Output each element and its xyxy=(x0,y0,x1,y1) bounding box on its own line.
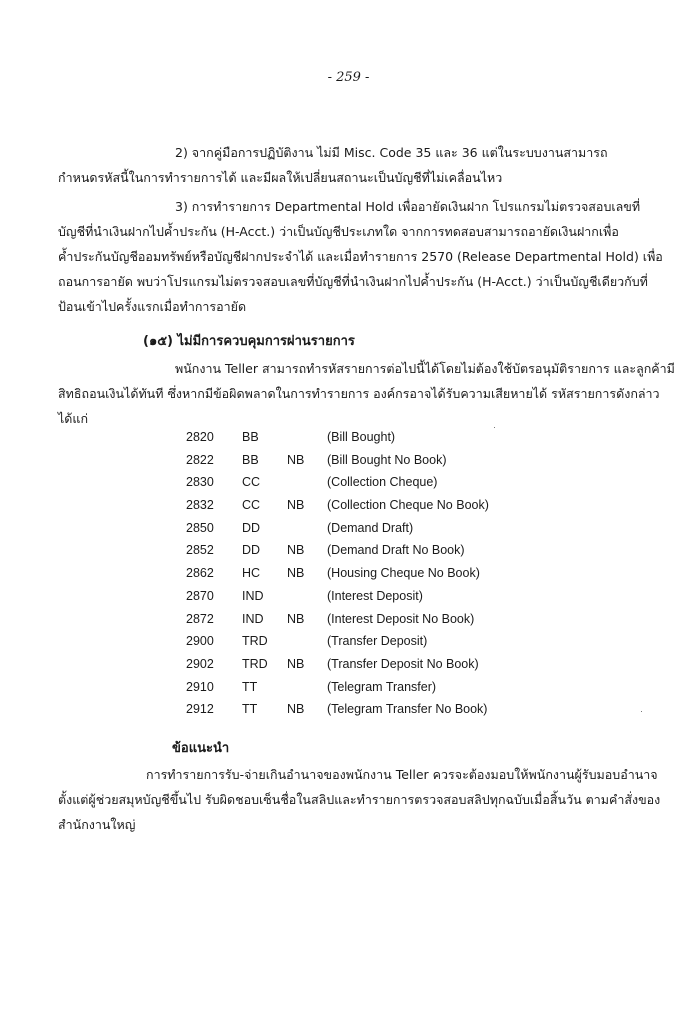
paragraph-teller-codes xyxy=(58,356,675,431)
code-description: (Collection Cheque No Book) xyxy=(327,498,489,513)
code-abbreviation: BB xyxy=(242,452,259,467)
text-line: ได้แก่ xyxy=(58,411,89,426)
code-abbreviation: HC xyxy=(242,566,261,581)
code-description: (Bill Bought) xyxy=(327,430,396,444)
code-row xyxy=(186,471,516,494)
code-abbreviation: TT xyxy=(242,702,258,717)
code-number: 2902 xyxy=(186,656,214,671)
code-no-book-flag: NB xyxy=(287,656,305,671)
code-description: (Transfer Deposit No Book) xyxy=(327,656,479,671)
code-description: (Telegram Transfer No Book) xyxy=(327,702,488,717)
code-no-book-flag: NB xyxy=(287,543,305,558)
code-number: 2870 xyxy=(186,588,214,603)
code-row xyxy=(186,426,516,449)
code-number: 2822 xyxy=(186,452,214,467)
text-line: 3) การทำรายการ Departmental Hold เพื่ออายัดเงินฝาก โปรแกรมไม่ตรวจสอบเลขที่ xyxy=(175,199,641,214)
code-description: (Collection Cheque) xyxy=(327,475,438,490)
code-number: 2910 xyxy=(186,679,214,694)
text-line: ป้อนเข้าไปครั้งแรกเมื่อทำการอายัด xyxy=(58,299,247,314)
code-no-book-flag: NB xyxy=(287,702,305,717)
code-row xyxy=(186,494,516,517)
code-row xyxy=(186,562,516,585)
paragraph-misc-code xyxy=(58,140,644,190)
code-description: (Demand Draft No Book) xyxy=(327,543,465,558)
code-number: 2912 xyxy=(186,702,214,717)
code-number: 2850 xyxy=(186,520,214,535)
code-row xyxy=(186,539,516,562)
scan-speck xyxy=(494,427,495,428)
code-number: 2820 xyxy=(186,430,214,444)
code-description: (Interest Deposit) xyxy=(327,588,423,603)
code-row xyxy=(186,676,516,699)
code-abbreviation: CC xyxy=(242,498,261,513)
code-row xyxy=(186,698,516,721)
paragraph-departmental-hold xyxy=(58,194,663,319)
code-abbreviation: BB xyxy=(242,430,259,444)
page-number: - 259 - xyxy=(327,70,370,85)
text-line: ถอนการอายัด พบว่าโปรแกรมไม่ตรวจสอบเลขที่บัญชีที่นำเงินฝากไปค้ำประกัน (H-Acct.) ว่าเป็นบัญชีเดียวกับที่ xyxy=(58,274,648,289)
code-description: (Interest Deposit No Book) xyxy=(327,611,475,626)
code-abbreviation: DD xyxy=(242,543,261,558)
code-number: 2872 xyxy=(186,611,214,626)
section-heading: (๑๕) ไม่มีการควบคุมการผ่านรายการ xyxy=(143,334,355,349)
transaction-code-list xyxy=(186,426,516,721)
code-description: (Bill Bought No Book) xyxy=(327,452,447,467)
paragraph-recommendation xyxy=(58,762,661,837)
code-description: (Housing Cheque No Book) xyxy=(327,566,480,581)
code-number: 2832 xyxy=(186,498,214,513)
text-line: ตั้งแต่ผู้ช่วยสมุหบัญชีขึ้นไป รับผิดชอบเซ็นชื่อในสลิปและทำรายการตรวจสอบสลิปทุกฉบับเมื่อสิ้นวัน ตามคำสั่งของ xyxy=(58,792,661,807)
code-number: 2900 xyxy=(186,634,214,649)
code-abbreviation: TRD xyxy=(242,656,268,671)
code-abbreviation: TT xyxy=(242,679,258,694)
text-line: บัญชีที่นำเงินฝากไปค้ำประกัน (H-Acct.) ว่าเป็นบัญชีประเภทใด จากการทดสอบสามารถอายัดเงินฝากเพื่อ xyxy=(58,224,619,239)
recommendation-heading: ข้อแนะนำ xyxy=(172,741,230,756)
text-line: ค้ำประกันบัญชีออมทรัพย์หรือบัญชีฝากประจำได้ และเมื่อทำรายการ 2570 (Release Departmental Hold) เพื่อ xyxy=(58,249,663,264)
text-line: สิทธิถอนเงินได้ทันที ซึ่งหากมีข้อผิดพลาดในการทำรายการ องค์กรอาจได้รับความเสียหายได้ รหัสรายการดังกล่าว xyxy=(58,386,660,401)
text-line: การทำรายการรับ-จ่ายเกินอำนาจของพนักงาน Teller ควรจะต้องมอบให้พนักงานผู้รับมอบอำนาจ xyxy=(146,767,658,782)
scan-speck xyxy=(641,711,642,712)
code-number: 2852 xyxy=(186,543,214,558)
code-row xyxy=(186,585,516,608)
code-row xyxy=(186,517,516,540)
code-no-book-flag: NB xyxy=(287,452,305,467)
code-abbreviation: CC xyxy=(242,475,261,490)
code-number: 2862 xyxy=(186,566,214,581)
text-line: พนักงาน Teller สามารถทำรหัสรายการต่อไปนี้ได้โดยไม่ต้องใช้บัตรอนุมัติรายการ และลูกค้ามี xyxy=(175,361,675,376)
code-row xyxy=(186,449,516,472)
text-line: 2) จากคู่มือการปฏิบัติงาน ไม่มี Misc. Code 35 และ 36 แต่ในระบบงานสามารถ xyxy=(175,145,608,160)
code-no-book-flag: NB xyxy=(287,611,305,626)
code-abbreviation: TRD xyxy=(242,634,268,649)
code-no-book-flag: NB xyxy=(287,498,305,513)
code-abbreviation: DD xyxy=(242,520,261,535)
code-row xyxy=(186,608,516,631)
text-line: กำหนดรหัสนี้ในการทำรายการได้ และมีผลให้เปลี่ยนสถานะเป็นบัญชีที่ไม่เคลื่อนไหว xyxy=(58,170,503,185)
code-no-book-flag: NB xyxy=(287,566,305,581)
text-line: สำนักงานใหญ่ xyxy=(58,817,136,832)
code-description: (Transfer Deposit) xyxy=(327,634,428,649)
code-abbreviation: IND xyxy=(242,611,264,626)
code-description: (Telegram Transfer) xyxy=(327,679,437,694)
code-row xyxy=(186,630,516,653)
code-abbreviation: IND xyxy=(242,588,264,603)
code-row xyxy=(186,653,516,676)
code-number: 2830 xyxy=(186,475,214,490)
code-description: (Demand Draft) xyxy=(327,520,414,535)
